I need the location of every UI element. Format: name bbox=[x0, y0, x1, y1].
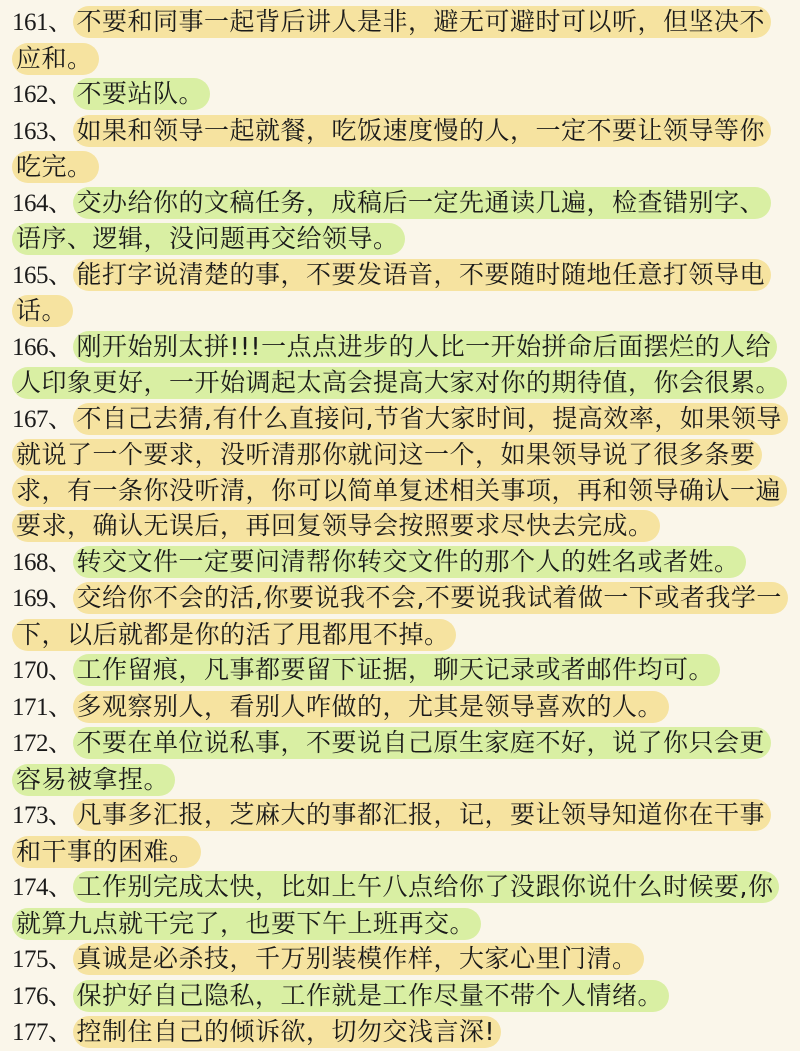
highlighted-text: 能打字说清楚的事，不要发语音，不要随时随地任意打领导电话。 bbox=[12, 259, 771, 328]
highlighted-text: 控制住自己的倾诉欲，切勿交浅言深! bbox=[73, 1016, 502, 1048]
item-number: 161、 bbox=[12, 9, 73, 36]
item-number: 165、 bbox=[12, 261, 73, 289]
list-item-163 bbox=[12, 113, 790, 185]
list-item-177 bbox=[12, 1014, 790, 1051]
highlighted-text: 凡事多汇报，芝麻大的事都汇报，记，要让领导知道你在干事和干事的困难。 bbox=[12, 799, 771, 868]
item-number: 170、 bbox=[12, 657, 73, 684]
list-item-168 bbox=[12, 544, 790, 581]
list-item-171 bbox=[12, 689, 790, 726]
item-number: 169、 bbox=[12, 585, 73, 612]
item-number: 164、 bbox=[12, 189, 73, 217]
highlighted-text: 交给你不会的活,你要说我不会,不要说我试着做一下或者我学一下，以后就都是你的活了甩都甩不掉。 bbox=[12, 582, 788, 651]
item-number: 174、 bbox=[12, 874, 73, 901]
list-item-175 bbox=[12, 941, 790, 978]
item-number: 166、 bbox=[12, 333, 73, 361]
item-number: 171、 bbox=[12, 693, 73, 721]
item-number: 168、 bbox=[12, 548, 73, 576]
list-item-161 bbox=[12, 4, 790, 76]
highlighted-text: 真诚是必杀技，千万别装模作样，大家心里门清。 bbox=[73, 943, 644, 975]
item-number: 172、 bbox=[12, 730, 73, 757]
item-number: 173、 bbox=[12, 802, 73, 829]
list-item-165 bbox=[12, 257, 790, 329]
highlighted-text: 交办给你的文稿任务，成稿后一定先通读几遍，检查错别字、语序、逻辑，没问题再交给领导。 bbox=[12, 187, 771, 256]
list-item-166 bbox=[12, 329, 790, 401]
item-number: 177、 bbox=[12, 1019, 73, 1046]
item-number: 175、 bbox=[12, 946, 73, 973]
list-item-174 bbox=[12, 869, 790, 941]
highlighted-text: 工作留痕，凡事都要留下证据，聊天记录或者邮件均可。 bbox=[73, 654, 721, 686]
highlighted-text: 工作别完成太快，比如上午八点给你了没跟你说什么时候要,你就算九点就干完了，也要下午上班再交。 bbox=[12, 871, 779, 940]
list-item-169 bbox=[12, 580, 790, 652]
highlighted-text: 保护好自己隐私，工作就是工作尽量不带个人情绪。 bbox=[73, 980, 670, 1012]
item-number: 176、 bbox=[12, 982, 73, 1010]
list-item-167 bbox=[12, 401, 790, 544]
highlighted-text: 转交文件一定要问清帮你转交文件的那个人的姓名或者姓。 bbox=[73, 546, 746, 578]
list-item-170 bbox=[12, 652, 790, 689]
highlighted-text: 不要站队。 bbox=[73, 78, 211, 110]
item-number: 167、 bbox=[12, 405, 73, 433]
list-item-172 bbox=[12, 725, 790, 797]
highlighted-text: 多观察别人，看别人咋做的，尤其是领导喜欢的人。 bbox=[73, 691, 670, 723]
list-item-164 bbox=[12, 185, 790, 257]
highlighted-text: 刚开始别太拼!!!一点点进步的人比一开始拼命后面摆烂的人给人印象更好，一开始调起太高会提高大家对你的期待值，你会很累。 bbox=[12, 331, 787, 400]
list-item-173 bbox=[12, 797, 790, 869]
highlighted-text: 不要在单位说私事，不要说自己原生家庭不好，说了你只会更容易被拿捏。 bbox=[12, 727, 771, 796]
highlighted-text: 不要和同事一起背后讲人是非，避无可避时可以听，但坚决不应和。 bbox=[12, 6, 771, 75]
list-item-176 bbox=[12, 978, 790, 1015]
highlighted-text: 不自己去猜,有什么直接问,节省大家时间，提高效率，如果领导就说了一个要求，没听清那你就问这一个，如果领导说了很多条要求，有一条你没听清，你可以简单复述相关事项，再和领导确认一遍要求，确认无误后，再回复领导会按照要求尽快去完成。 bbox=[12, 403, 788, 543]
list-item-162 bbox=[12, 76, 790, 113]
item-number: 162、 bbox=[12, 81, 73, 108]
item-number: 163、 bbox=[12, 117, 73, 145]
highlighted-text: 如果和领导一起就餐，吃饭速度慢的人，一定不要让领导等你吃完。 bbox=[12, 115, 771, 184]
